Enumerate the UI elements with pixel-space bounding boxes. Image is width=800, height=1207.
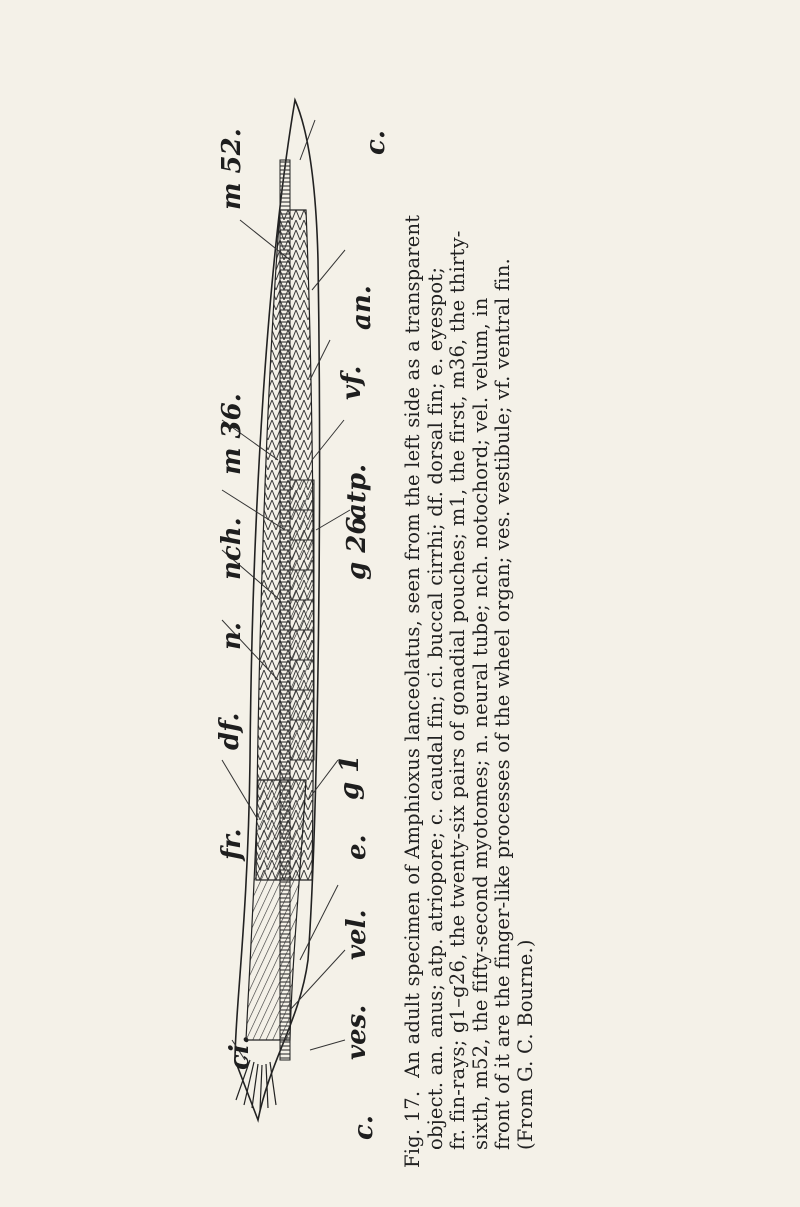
caption-line-4: sixth, m52, the fifty-second myotomes; n. neural tube; nch. notochord; vel. velum, in <box>468 297 492 1150</box>
figure-caption <box>402 88 538 1178</box>
pharynx <box>246 780 306 1040</box>
label-vf-top: vf. <box>337 365 367 400</box>
caption-line-6: (From G. C. Bourne.) <box>513 939 537 1150</box>
label-c-top: c. <box>361 130 391 155</box>
label-ci: ci. <box>225 1035 255 1070</box>
caption-line-2: object. an. anus; atp. atriopore; c. caudal fin; ci. buccal cirrhi; df. dorsal fin; e. eyespot; <box>423 266 447 1150</box>
label-nch: nch. <box>217 517 247 580</box>
caption-line-3: fr. fin-rays; g1–g26, the twenty-six pairs of gonadial pouches; m1, the first, m36, the thirty- <box>446 230 470 1150</box>
figure-number: Fig. 17. <box>401 1090 424 1168</box>
label-m52: m 52. <box>217 128 247 210</box>
label-m36: m 36. <box>217 393 247 475</box>
gonadial-pouches <box>290 480 314 760</box>
label-n: n. <box>217 622 247 650</box>
label-fr: fr. <box>217 828 247 860</box>
label-e: e. <box>342 834 372 860</box>
caption-line-5: front of it are the finger-like processes of the wheel organ; ves. vestibule; vf. ventral fin. <box>491 258 515 1150</box>
amphioxus-illustration <box>140 60 410 1170</box>
label-df: df. <box>215 712 245 750</box>
label-atp: atp. <box>342 463 372 520</box>
label-vel: vel. <box>342 909 372 960</box>
caption-line-1: Fig. 17. An adult specimen of Amphioxus lanceolatus, seen from the left side as a transparent <box>401 214 424 1168</box>
label-an: an. <box>347 285 377 330</box>
label-g26: g 26 <box>342 516 372 580</box>
label-ves: ves. <box>342 1004 372 1060</box>
label-g1: g 1 <box>335 754 365 800</box>
label-c-bottom: c. <box>349 1115 379 1140</box>
